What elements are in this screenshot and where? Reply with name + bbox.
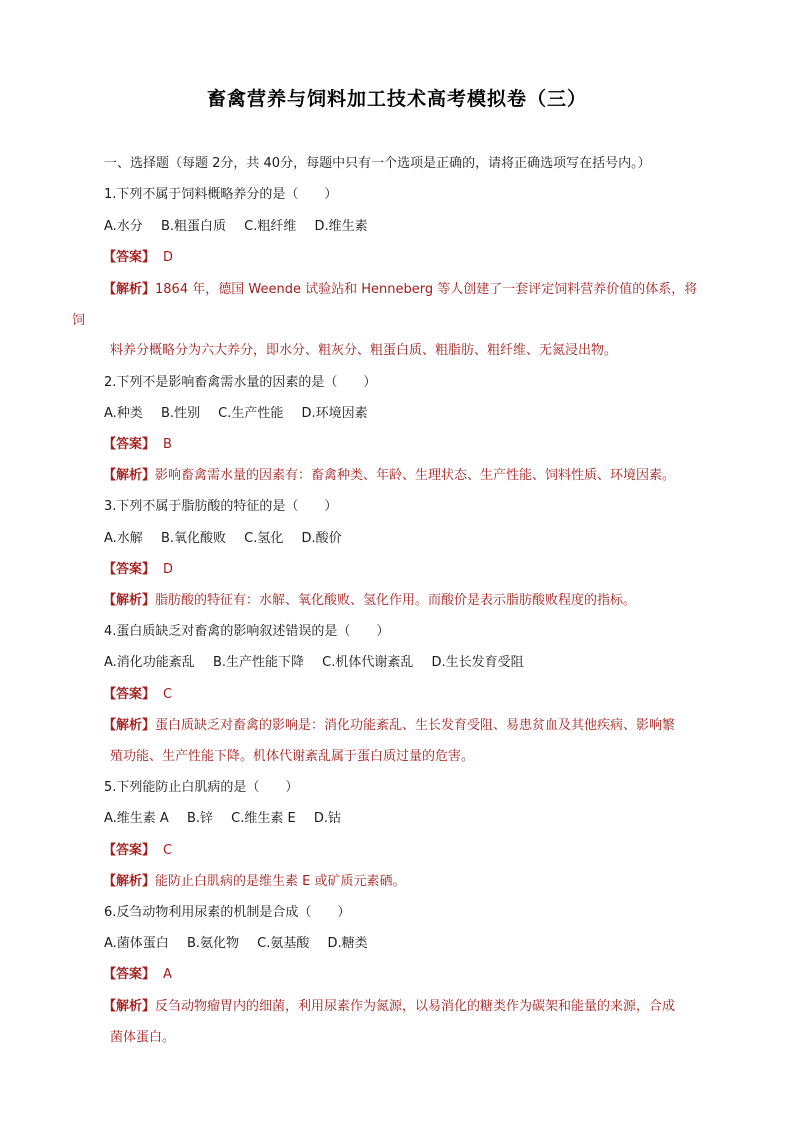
explanation-tag: 【解析】 bbox=[103, 999, 156, 1014]
explanation-tag: 【解析】 bbox=[103, 718, 156, 733]
explanation-tag: 【解析】 bbox=[103, 593, 156, 608]
answer-line bbox=[103, 687, 172, 703]
explanation-text-cont: 料养分概略分为六大养分，即水分、粗灰分、粗蛋白质、粗脂肪、粗纤维、无氮浸出物。 bbox=[110, 343, 618, 358]
option-a: A.水分 bbox=[104, 219, 143, 234]
option-b: B.氨化物 bbox=[186, 936, 240, 951]
option-d: D.环境因素 bbox=[301, 406, 368, 421]
question-stem: 1.下列不属于饲料概略养分的是（ ） bbox=[104, 187, 338, 202]
answer-value: A bbox=[163, 967, 172, 982]
option-d: D.生长发育受阻 bbox=[431, 655, 524, 670]
question-options bbox=[104, 936, 382, 952]
option-a: A.种类 bbox=[104, 406, 143, 421]
answer-value: B bbox=[163, 437, 172, 452]
option-b: B.锌 bbox=[186, 811, 214, 826]
option-c: C.粗纤维 bbox=[244, 219, 297, 234]
option-b: B.性别 bbox=[160, 406, 201, 421]
answer-line bbox=[103, 843, 172, 859]
question-options bbox=[104, 406, 382, 422]
explanation-line bbox=[103, 282, 697, 298]
section-heading: 一、选择题（每题 2分，共 40分，每题中只有一个选项是正确的，请将正确选项写在括号内。） bbox=[104, 156, 651, 171]
answer-value: D bbox=[163, 250, 174, 265]
answer-tag: 【答案】 bbox=[103, 967, 156, 982]
option-c: C.氢化 bbox=[244, 531, 284, 546]
explanation-text: 能防止白肌病的是维生素 E 或矿质元素硒。 bbox=[155, 874, 406, 889]
explanation-tag: 【解析】 bbox=[103, 874, 156, 889]
explanation-text: 1864 年，德国 Weende 试验站和 Henneberg 等人创建了一套评定饲料营养价值的体系，将 bbox=[155, 282, 698, 297]
answer-line bbox=[103, 562, 173, 578]
explanation-text-cont: 殖功能、生产性能下降。机体代谢紊乱属于蛋白质过量的危害。 bbox=[110, 749, 475, 764]
option-a: A.消化功能紊乱 bbox=[104, 655, 195, 670]
question-options bbox=[104, 531, 356, 547]
explanation-tag: 【解析】 bbox=[103, 282, 156, 297]
answer-tag: 【答案】 bbox=[103, 437, 156, 452]
answer-line bbox=[103, 967, 172, 983]
explanation-text: 脂肪酸的特征有：水解、氧化酸败、氢化作用。而酸价是表示脂肪酸败程度的指标。 bbox=[155, 593, 637, 608]
option-c: C.机体代谢紊乱 bbox=[322, 655, 414, 670]
explanation-text-cont: 菌体蛋白。 bbox=[110, 1030, 176, 1045]
explanation-line bbox=[103, 718, 675, 734]
option-b: B.生产性能下降 bbox=[212, 655, 305, 670]
option-c: C.氨基酸 bbox=[257, 936, 310, 951]
question-stem: 5.下列能防止白肌病的是（ ） bbox=[104, 780, 299, 795]
answer-tag: 【答案】 bbox=[103, 250, 156, 265]
explanation-line bbox=[103, 593, 636, 609]
explanation-wrap-char: 饲 bbox=[72, 313, 86, 328]
answer-value: C bbox=[163, 687, 173, 702]
option-b: B.粗蛋白质 bbox=[160, 219, 227, 234]
answer-value: D bbox=[163, 562, 174, 577]
option-b: B.氧化酸败 bbox=[160, 531, 227, 546]
question-stem: 3.下列不属于脂肪酸的特征的是（ ） bbox=[104, 499, 338, 514]
explanation-line bbox=[103, 874, 406, 890]
option-c: C.维生素 E bbox=[231, 811, 296, 826]
answer-line bbox=[103, 250, 173, 266]
option-d: D.酸价 bbox=[301, 531, 342, 546]
option-d: D.钴 bbox=[313, 811, 342, 826]
explanation-text: 蛋白质缺乏对畜禽的影响是：消化功能紊乱、生长发育受阻、易患贫血及其他疾病、影响繁 bbox=[155, 718, 676, 733]
question-stem: 2.下列不是影响畜禽需水量的因素的是（ ） bbox=[104, 375, 377, 390]
explanation-tag: 【解析】 bbox=[103, 468, 156, 483]
option-d: D.维生素 bbox=[314, 219, 368, 234]
explanation-line bbox=[103, 468, 675, 484]
page-title: 畜禽营养与饲料加工技术高考模拟卷（三） bbox=[206, 88, 587, 110]
option-a: A.水解 bbox=[104, 531, 143, 546]
question-stem: 4.蛋白质缺乏对畜禽的影响叙述错误的是（ ） bbox=[104, 624, 390, 639]
answer-tag: 【答案】 bbox=[103, 687, 156, 702]
question-options bbox=[104, 811, 355, 827]
question-stem: 6.反刍动物利用尿素的机制是合成（ ） bbox=[104, 905, 351, 920]
explanation-line bbox=[103, 999, 675, 1015]
answer-tag: 【答案】 bbox=[103, 843, 156, 858]
question-options bbox=[104, 655, 538, 671]
option-d: D.糖类 bbox=[327, 936, 368, 951]
option-c: C.生产性能 bbox=[218, 406, 284, 421]
question-options bbox=[104, 219, 382, 235]
answer-value: C bbox=[163, 843, 173, 858]
answer-line bbox=[103, 437, 172, 453]
explanation-text: 反刍动物瘤胃内的细菌，利用尿素作为氮源，以易消化的糖类作为碳架和能量的来源，合成 bbox=[155, 999, 676, 1014]
option-a: A.菌体蛋白 bbox=[104, 936, 169, 951]
explanation-text: 影响畜禽需水量的因素有：畜禽种类、年龄、生理状态、生产性能、饲料性质、环境因素。 bbox=[155, 468, 676, 483]
option-a: A.维生素 A bbox=[104, 811, 169, 826]
answer-tag: 【答案】 bbox=[103, 562, 156, 577]
